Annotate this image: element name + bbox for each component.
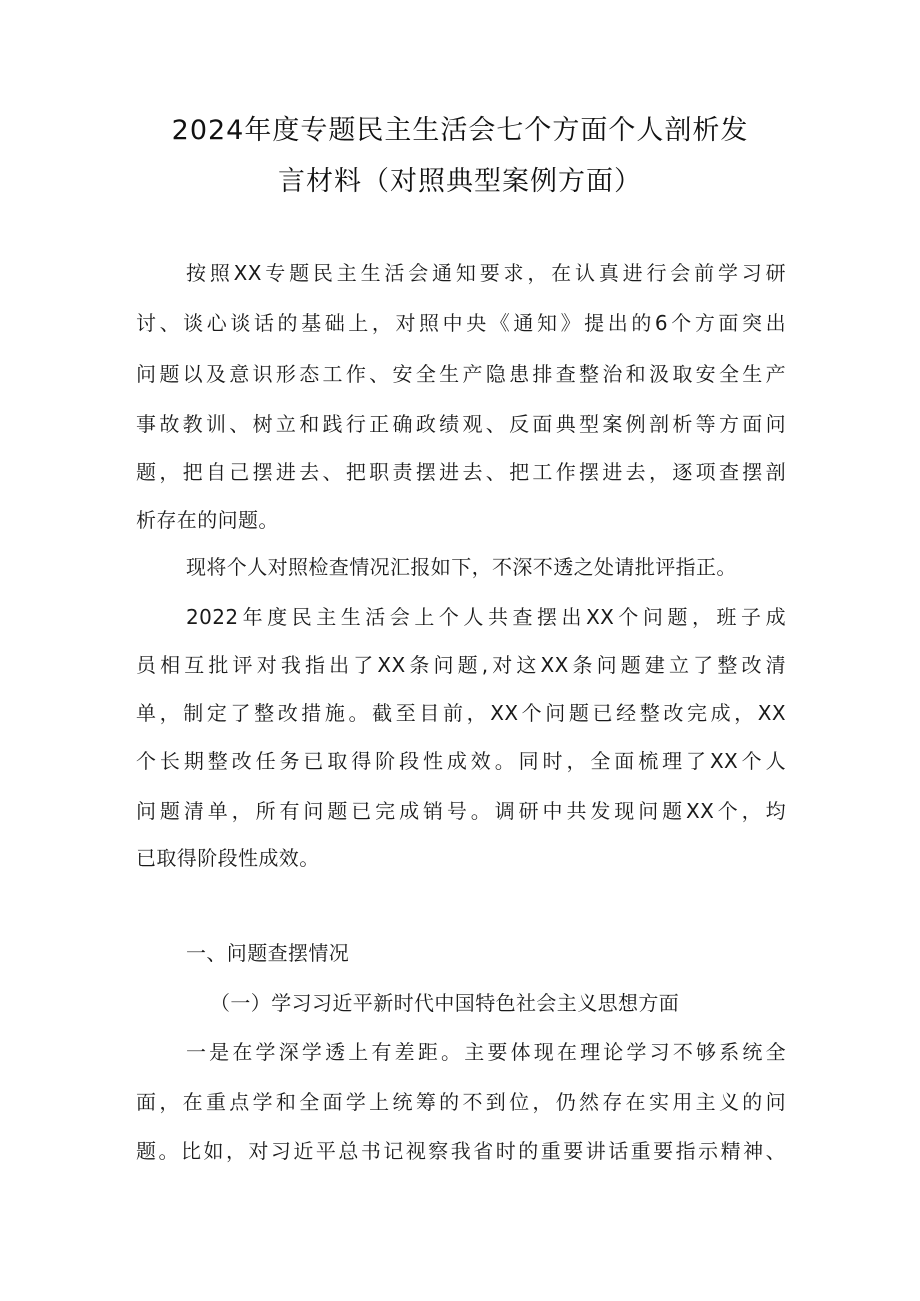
paragraph-1-line-6: 析存在的问题。 <box>136 508 279 532</box>
paragraph-1-line-1: 按照XX专题民主生活会通知要求，在认真进行会前学习研 <box>186 261 786 285</box>
document-title-line-1: 2024年度专题民主生活会七个方面个人剖析发 <box>171 115 749 146</box>
paragraph-3-line-5: 问题清单，所有问题已完成销号。调研中共发现问题XX个，均 <box>136 799 786 823</box>
section-1-heading: 一、问题查摆情况 <box>186 941 350 965</box>
paragraph-1-line-2: 讨、谈心谈话的基础上，对照中央《通知》提出的6个方面突出 <box>136 311 786 335</box>
paragraph-1-line-5: 题，把自己摆进去、把职责摆进去、把工作摆进去，逐项查摆剖 <box>136 460 786 484</box>
paragraph-1-line-4: 事故教训、树立和践行正确政绩观、反面典型案例剖析等方面问 <box>136 412 786 436</box>
section-1-subheading: （一）学习习近平新时代中国特色社会主义思想方面 <box>210 991 680 1015</box>
section-1-paragraph-line-1: 一是在学深学透上有差距。主要体现在理论学习不够系统全 <box>186 1040 786 1064</box>
paragraph-2-line-1: 现将个人对照检查情况汇报如下，不深不透之处请批评指正。 <box>186 555 737 579</box>
document-title-line-2: 言材料（对照典型案例方面） <box>278 166 642 197</box>
section-1-paragraph-line-3: 题。比如，对习近平总书记视察我省时的重要讲话重要指示精神、 <box>136 1139 786 1163</box>
paragraph-3-line-4: 个长期整改任务已取得阶段性成效。同时，全面梳理了XX个人 <box>136 749 786 773</box>
paragraph-1-line-3: 问题以及意识形态工作、安全生产隐患排查整治和汲取安全生产 <box>136 362 786 386</box>
paragraph-3-line-1: 2022年度民主生活会上个人共查摆出XX个问题，班子成 <box>186 605 786 629</box>
paragraph-3-line-2: 员相互批评对我指出了XX条问题,对这XX条问题建立了整改清 <box>136 653 786 677</box>
paragraph-3-line-6: 已取得阶段性成效。 <box>136 846 320 870</box>
section-1-paragraph-line-2: 面，在重点学和全面学上统筹的不到位，仍然存在实用主义的问 <box>136 1090 786 1114</box>
paragraph-3-line-3: 单，制定了整改措施。截至目前，XX个问题已经整改完成，XX <box>136 701 786 725</box>
